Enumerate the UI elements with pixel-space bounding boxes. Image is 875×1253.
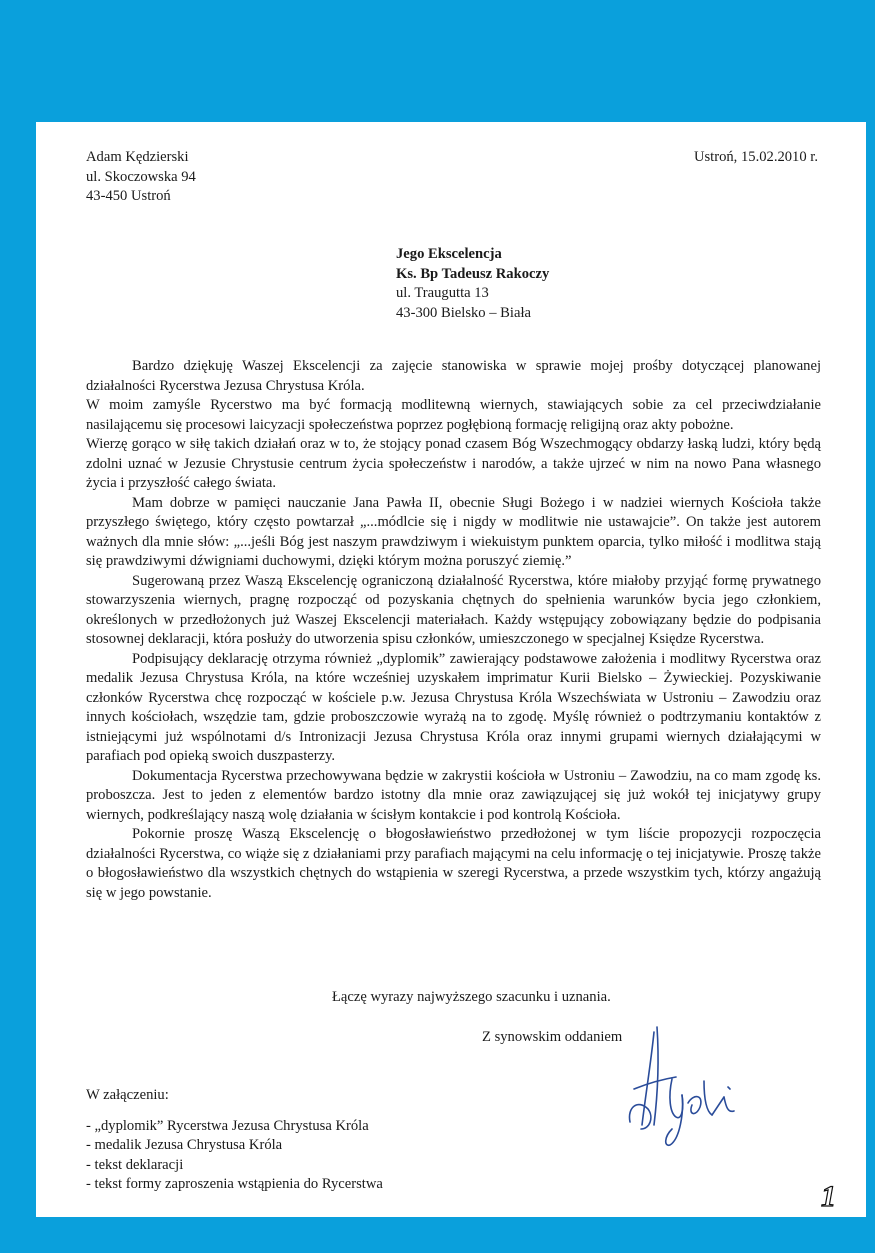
paragraph: Podpisujący deklarację otrzyma również „dyplomik” zawierający podstawowe założenia i modlitwy Rycerstwa oraz medalik Jezusa Chrystusa Króla, na które wcześniej uzyskałem imprimatur Kurii Bielsko – Żywieckiej. Pozyskiwanie członków Rycerstwa chcę rozpocząć w kościele p.w. Jezusa Chrystusa Króla Wszechświata w Ustroniu – Zawodziu oraz innych kościołach, wszędzie tam, gdzie proboszczowie wyrażą na to zgodę. Myślę również o podtrzymaniu kontaktów z istniejącymi już wspólnotami d/s Intronizacji Jezusa Chrystusa Króla oraz innymi grupami wiernych działającymi w parafiach pod opieką swoich duszpasterzy. bbox=[86, 650, 821, 764]
sender-street: ul. Skoczowska 94 bbox=[86, 168, 196, 185]
attachment-item: - „dyplomik” Rycerstwa Jezusa Chrystusa Króla bbox=[86, 1117, 369, 1134]
letter-body bbox=[86, 357, 821, 903]
sender-name: Adam Kędzierski bbox=[86, 149, 189, 165]
closing-line: Łączę wyrazy najwyższego szacunku i uznania. bbox=[332, 989, 611, 1005]
handwritten-signature bbox=[624, 1017, 744, 1152]
paragraph: Wierzę gorąco w siłę takich działań oraz w to, że stojący ponad czasem Bóg Wszechmogący obdarzy łaską ludzi, który będą zdolni uznać w Jezusie Chrystusie centrum życia społeczeństw i narodów, a także ujrzeć w nim na nowo Pana własnego życia i przyszłość całego świata. bbox=[86, 436, 821, 491]
recipient-address bbox=[396, 245, 549, 323]
attachment-item: - tekst deklaracji bbox=[86, 1156, 184, 1173]
recipient-street: ul. Traugutta 13 bbox=[396, 285, 489, 301]
attachments-title: W załączeniu: bbox=[86, 1087, 169, 1103]
paragraph: Bardzo dziękuję Waszej Ekscelencji za zajęcie stanowiska w sprawie mojej prośby dotyczącej planowanej działalności Rycerstwa Jezusa Chrystusa Króla. bbox=[86, 358, 821, 394]
attachments-list bbox=[86, 1117, 383, 1195]
paragraph: Sugerowaną przez Waszą Ekscelencję ograniczoną działalność Rycerstwa, które miałoby przyjąć formę prywatnego stowarzyszenia wiernych, pragnę rozpocząć od pozyskania chętnych do spełnienia warunków bycia jego członkiem, określonych w przedłożonych już Waszej Ekscelencji materiałach. Każdy wstępujący zobowiązany będzie do podpisania stosownej deklaracji, która posłuży do utworzenia spisu członków, umieszczonego w specjalnej Księdze Rycerstwa. bbox=[86, 572, 821, 647]
paragraph: Dokumentacja Rycerstwa przechowywana będzie w zakrystii kościoła w Ustroniu – Zawodziu, na co mam zgodę ks. proboszcza. Jest to jeden z elementów bardzo istotny dla mnie oraz zawiązującej się już wokół tej inicjatywy grupy wiernych, podkreślający naszą wolę działania w ścisłym kontakcie i pod kontrolą Kościoła. bbox=[86, 767, 821, 823]
letter-page bbox=[36, 122, 866, 1217]
attachment-item: - medalik Jezusa Chrystusa Króla bbox=[86, 1137, 283, 1153]
recipient-city: 43-300 Bielsko – Biała bbox=[396, 304, 531, 321]
sender-address bbox=[86, 148, 196, 207]
attachment-item: - tekst formy zaproszenia wstąpienia do Rycerstwa bbox=[86, 1176, 383, 1192]
attachments bbox=[86, 1086, 383, 1195]
paragraph: W moim zamyśle Rycerstwo ma być formacją modlitewną wiernych, stawiających sobie za cel przeciwdziałanie nasilającemu się procesowi laicyzacji społeczeństwa poprzez pogłębioną formację religijną oraz akty pobożne. bbox=[86, 397, 821, 433]
recipient-name: Ks. Bp Tadeusz Rakoczy bbox=[396, 265, 550, 282]
letter-date: Ustroń, 15.02.2010 r. bbox=[693, 149, 818, 165]
paragraph: Pokornie proszę Waszą Ekscelencję o błogosławieństwo przedłożonej w tym liście propozycji rozpoczęcia działalności Rycerstwa, co wiąże się z działaniami przy parafiach mającymi na celu informację o tej inicjatywie. Proszę także o błogosławieństwo dla wszystkich chętnych do wstąpienia w szeregi Rycerstwa, a przede wszystkim tych, którzy angażują się w jego powstanie. bbox=[86, 826, 821, 901]
sender-city: 43-450 Ustroń bbox=[86, 188, 171, 204]
farewell-line: Z synowskim oddaniem bbox=[482, 1029, 623, 1045]
page-number: 1 bbox=[821, 1180, 836, 1213]
paragraph: Mam dobrze w pamięci nauczanie Jana Pawła II, obecnie Sługi Bożego i w nadziei wiernych Kościoła także przyszłego świętego, który często powtarzał „...módlcie się i nigdy w modlitwie nie ustawajcie”. On także jest autorem ważnych dla mnie słów: „...jeśli Bóg jest naszym prawdziwym i wiekuistym punktem oparcia, tylko miłość i modlitwa stają się prawdziwymi dźwigniami duchowymi, dzięki którym można poruszyć ziemię.” bbox=[86, 494, 821, 569]
recipient-title: Jego Ekscelencja bbox=[396, 246, 502, 262]
